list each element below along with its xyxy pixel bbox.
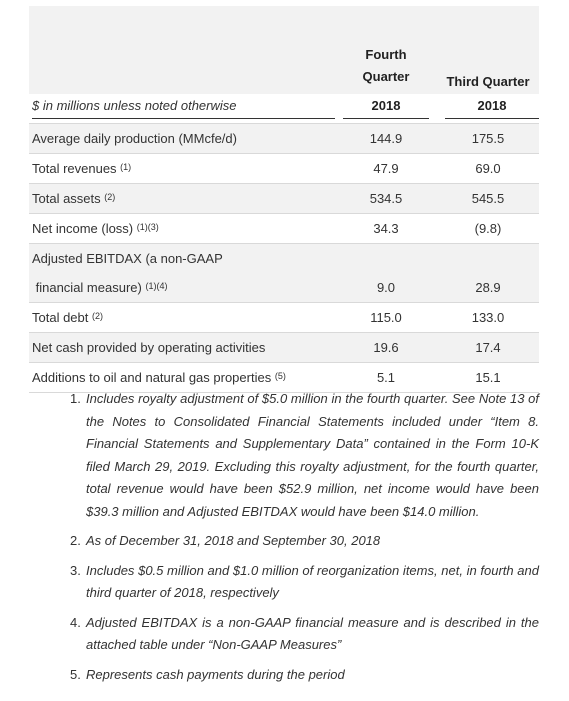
footnote-number: 3. [70,562,81,578]
value-q4: 534.5 [335,184,437,214]
year-label-q3: 2018 [477,98,507,113]
value-q4: 47.9 [335,154,437,184]
row-label-text: Total assets [32,190,105,206]
footnote-number: 4. [70,614,81,630]
year-cell-q3 [437,94,539,124]
row-label-text: Adjusted EBITDAX (a non-GAAP [32,250,223,266]
column-header-fourth-line2: Quarter [362,69,410,84]
value-q3: 15.1 [437,363,539,393]
year-cell-q4 [335,94,437,124]
footnote-ref: (1)(3) [136,221,159,232]
row-label-text: Net income (loss) [32,220,137,236]
footnote-text: Includes $0.5 million and $1.0 million of reorganization items, net, in fourth and third quarter of 2018, respectively [86,562,539,600]
value-q4: 9.0 [335,273,437,303]
value-q3: 28.9 [437,273,539,303]
row-label [29,124,335,154]
units-note-cell [29,94,335,124]
value-q3 [437,244,539,274]
row-label [29,184,335,214]
year-label-q4: 2018 [371,98,401,113]
row-label [29,303,335,333]
footnote-item [52,560,539,605]
financial-summary-table [29,34,539,393]
value-q3: 545.5 [437,184,539,214]
row-label [29,244,335,274]
footnote-text: Includes royalty adjustment of $5.0 million in the fourth quarter. See Note 13 of the Notes to Consolidated Financial Statements included under “Item 8. Financial Statements and Supplementary Data” contained in the Form 10-K filed March 29, 2019. Excluding this royalty adjustment, for the fourth quarter, total revenue would have been $52.9 million, net income would have been $39.3 million and Adjusted EBITDAX would have been $14.0 million. [86,391,539,519]
table-row [29,154,539,184]
row-label-text: Additions to oil and natural gas properties [32,369,275,385]
table-subheader-row [29,94,539,124]
column-header-fourth-quarter [335,34,437,94]
footnote-item [52,530,539,553]
table-row [29,124,539,154]
footnote-text: Adjusted EBITDAX is a non-GAAP financial measure and is described in the attached table under “Non-GAAP Measures” [86,614,539,652]
footnote-number: 5. [70,666,81,682]
footnote-ref: (1) [120,161,132,172]
value-q4: 144.9 [335,124,437,154]
row-label-text: financial measure) [32,279,146,295]
footnote-item [52,612,539,657]
table-row [29,303,539,333]
table-row [29,214,539,244]
table-top-band [29,6,539,34]
value-q4 [335,244,437,274]
column-header-third-quarter: Third Quarter [437,34,539,94]
footnote-item [52,664,539,687]
row-label-text: Total revenues [32,160,121,176]
row-label [29,333,335,363]
row-label-text: Net cash provided by operating activities [32,339,266,355]
footnote-text: Represents cash payments during the period [86,666,345,682]
value-q3: 175.5 [437,124,539,154]
table-row [29,273,539,303]
value-q4: 19.6 [335,333,437,363]
row-label-text: Total debt [32,309,92,325]
footnote-number: 1. [70,391,81,406]
footnote-ref: (2) [92,310,103,321]
row-label [29,214,335,244]
value-q4: 5.1 [335,363,437,393]
table-row [29,333,539,363]
footnotes-list [52,388,539,693]
table-header-row [29,34,539,94]
footnote-ref: (5) [274,370,286,381]
value-q4: 34.3 [335,214,437,244]
value-q4: 115.0 [335,303,437,333]
footnote-ref: (2) [104,191,116,202]
row-label [29,273,335,303]
footnote-text: As of December 31, 2018 and September 30, 2018 [86,533,381,548]
value-q3: (9.8) [437,214,539,244]
footnote-item [52,388,539,523]
footnote-number: 2. [70,533,81,548]
table-row [29,184,539,214]
value-q3: 69.0 [437,154,539,184]
footnote-ref: (1)(4) [145,280,168,291]
value-q3: 17.4 [437,333,539,363]
units-note: $ in millions unless noted otherwise [32,98,237,113]
row-label-text: Average daily production (MMcfe/d) [32,130,237,146]
row-label [29,154,335,184]
value-q3: 133.0 [437,303,539,333]
header-blank-cell [29,34,335,94]
table-row [29,244,539,274]
column-header-fourth-line1: Fourth [365,47,407,62]
